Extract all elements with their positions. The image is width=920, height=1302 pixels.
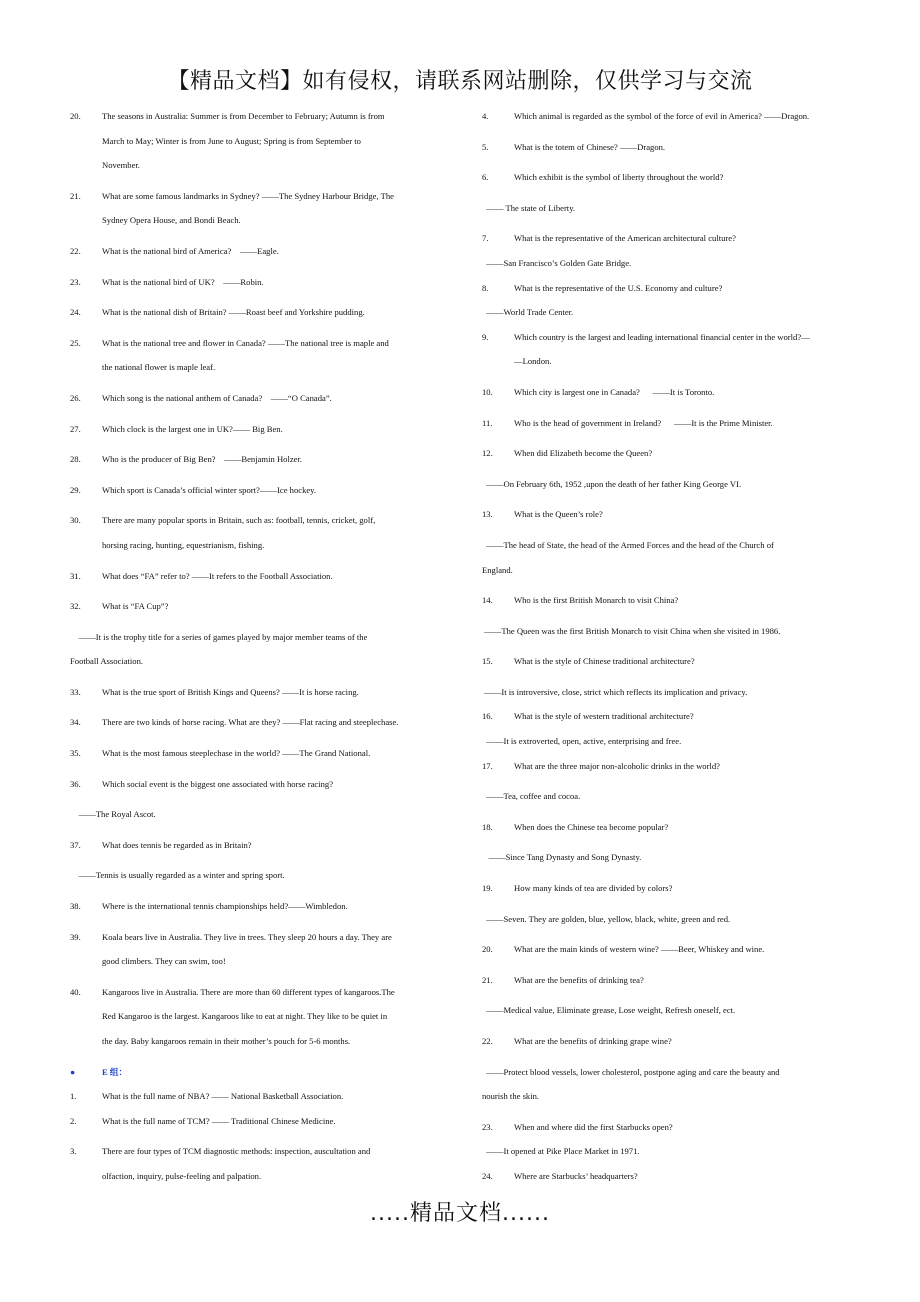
line-text: Who is the first British Monarch to visit China? <box>514 595 679 606</box>
item-number: 16. <box>482 711 493 722</box>
answer-indent <box>70 809 79 819</box>
line-text: Who is the producer of Big Ben? ——Benjamin Holzer. <box>102 454 302 465</box>
line-text: What is the representative of the American architectural culture? <box>514 233 736 244</box>
text-line <box>70 355 454 380</box>
line-text: What are the benefits of drinking tea? <box>514 974 644 985</box>
text-line <box>482 196 866 221</box>
text-line <box>482 441 866 466</box>
item-number: 40. <box>70 986 81 997</box>
line-text: There are many popular sports in Britain, such as: football, tennis, cricket, golf, <box>102 515 376 526</box>
text-line <box>70 1029 454 1054</box>
text-line <box>482 1029 866 1054</box>
item-number: 17. <box>482 760 493 771</box>
item-number: 30. <box>70 515 81 526</box>
text-line <box>482 349 866 374</box>
text-line <box>482 704 866 729</box>
line-text: Where are Starbucks’ headquarters? <box>514 1170 638 1181</box>
item-number: 38. <box>70 901 81 912</box>
line-text: ——Seven. They are golden, blue, yellow, black, white, green and red. <box>486 913 731 924</box>
text-line <box>482 300 866 325</box>
line-text: horsing racing, hunting, equestrianism, fishing. <box>102 539 265 550</box>
line-text: ——It is introversive, close, strict which reflects its implication and privacy. <box>484 686 748 697</box>
text-line <box>482 998 866 1023</box>
line-text: How many kinds of tea are divided by colors? <box>514 883 673 894</box>
line-text: ——Protect blood vessels, lower cholesterol, postpone aging and care the beauty and <box>486 1066 780 1077</box>
item-number: 8. <box>482 282 489 293</box>
text-line <box>70 802 454 827</box>
line-text: ——Tea, coffee and cocoa. <box>486 791 581 802</box>
line-text: ——San Francisco’s Golden Gate Bridge. <box>486 257 632 268</box>
line-text: What is “FA Cup”? <box>102 601 169 612</box>
line-text: Which sport is Canada’s official winter sport?——Ice hockey. <box>102 484 317 495</box>
line-text: ——It opened at Pike Place Market in 1971. <box>486 1146 640 1157</box>
item-number: 26. <box>70 392 81 403</box>
item-number: 28. <box>70 454 81 465</box>
line-text: What is the style of western traditional architecture? <box>514 711 694 722</box>
section-title: E 组： <box>102 1066 128 1077</box>
line-text: ——Medical value, Eliminate grease, Lose weight, Refresh oneself, ect. <box>486 1005 736 1016</box>
item-number: 20. <box>70 111 81 121</box>
item-number: 33. <box>70 686 81 697</box>
bullet-icon: ● <box>70 1066 76 1077</box>
answer-indent <box>70 632 79 642</box>
text-line <box>482 907 866 932</box>
section-heading <box>70 1060 454 1085</box>
item-number: 6. <box>482 172 489 183</box>
text-line <box>70 833 454 858</box>
line-text: What is the full name of NBA? —— National Basketball Association. <box>102 1091 344 1102</box>
text-line <box>482 1115 866 1140</box>
line-text: ——It is extroverted, open, active, enterprising and free. <box>486 736 682 747</box>
text-line <box>482 380 866 405</box>
line-text: Which animal is regarded as the symbol of the force of evil in America? ——Dragon. <box>514 111 810 121</box>
page-footer-watermark: .....精品文档...... <box>370 1201 550 1226</box>
text-line <box>482 729 866 754</box>
item-number: 32. <box>70 601 81 612</box>
text-line <box>482 165 866 190</box>
item-number: 22. <box>482 1036 493 1046</box>
line-text: What does “FA” refer to? ——It refers to the Football Association. <box>102 570 333 581</box>
line-text: There are two kinds of horse racing. What are they? ——Flat racing and steeplechase. <box>102 717 399 728</box>
item-number: 22. <box>70 245 81 256</box>
item-number: 34. <box>70 717 81 728</box>
text-line <box>482 1164 866 1189</box>
text-line <box>482 533 866 558</box>
item-number: 9. <box>482 331 489 342</box>
line-text: Which song is the national anthem of Canada? ——“O Canada”. <box>102 392 332 403</box>
line-text: Kangaroos live in Australia. There are more than 60 different types of kangaroos.The <box>102 986 395 997</box>
item-number: 7. <box>482 233 489 244</box>
text-line <box>70 680 454 705</box>
line-text: When does the Chinese tea become popular? <box>514 821 669 832</box>
line-text: March to May; Winter is from June to August; Spring is from September to <box>102 135 361 146</box>
item-number: 21. <box>70 190 81 201</box>
item-number: 39. <box>70 931 81 942</box>
text-line <box>70 863 454 888</box>
line-text: November. <box>102 160 140 171</box>
line-text: When did Elizabeth become the Queen? <box>514 448 653 459</box>
line-text: Sydney Opera House, and Bondi Beach. <box>102 215 241 226</box>
text-line <box>70 1164 454 1189</box>
text-line <box>482 754 866 779</box>
line-text: ——It is the trophy title for a series of games played by major member teams of the <box>78 631 368 642</box>
text-line <box>70 949 454 974</box>
item-number: 3. <box>70 1146 77 1157</box>
item-number: 11. <box>482 417 493 428</box>
item-number: 12. <box>482 448 493 459</box>
line-text: Which country is the largest and leading international financial center in the world?— <box>514 331 810 342</box>
text-line <box>482 680 866 705</box>
item-number: 2. <box>70 1115 77 1126</box>
text-line <box>70 894 454 919</box>
text-line <box>70 1139 454 1164</box>
line-text: Which exhibit is the symbol of liberty throughout the world? <box>514 172 724 183</box>
line-text: What is the totem of Chinese? ——Dragon. <box>514 141 666 152</box>
line-text: What does tennis be regarded as in Britain? <box>102 839 252 850</box>
text-line <box>482 226 866 251</box>
text-line <box>70 741 454 766</box>
text-line <box>482 815 866 840</box>
item-number: 23. <box>70 276 81 287</box>
line-text: Who is the head of government in Ireland? ——It is the Prime Minister. <box>514 417 773 428</box>
line-text: Where is the international tennis championships held?——Wimbledon. <box>102 901 348 912</box>
line-text: Which social event is the biggest one associated with horse racing? <box>102 778 334 789</box>
line-text: What are the main kinds of western wine? ——Beer, Whiskey and wine. <box>514 944 765 955</box>
text-line <box>70 1084 454 1109</box>
answer-indent <box>70 870 79 880</box>
text-line <box>482 1060 866 1085</box>
item-number: 27. <box>70 423 81 434</box>
text-line <box>482 251 866 276</box>
item-number: 35. <box>70 748 81 759</box>
text-line <box>482 784 866 809</box>
line-text: The seasons in Australia: Summer is from December to February; Autumn is from <box>102 111 385 121</box>
line-text: good climbers. They can swim, too! <box>102 956 226 967</box>
item-number: 24. <box>482 1170 493 1181</box>
item-number: 23. <box>482 1121 493 1132</box>
text-line <box>70 625 454 650</box>
line-text: Red Kangaroo is the largest. Kangaroos like to eat at night. They like to be quiet in <box>102 1011 388 1022</box>
text-line <box>482 968 866 993</box>
text-line <box>70 417 454 442</box>
text-line <box>482 135 866 160</box>
left-column <box>70 104 454 1189</box>
item-number: 15. <box>482 656 493 667</box>
text-line <box>482 588 866 613</box>
line-text: What are some famous landmarks in Sydney? ——The Sydney Harbour Bridge, The <box>102 190 394 201</box>
line-text: Football Association. <box>70 656 144 667</box>
text-line <box>482 1084 866 1109</box>
right-column <box>482 104 866 1189</box>
item-number: 1. <box>70 1091 77 1102</box>
text-line <box>70 153 454 178</box>
text-line <box>70 478 454 503</box>
line-text: ——Tennis is usually regarded as a winter and spring sport. <box>78 870 285 881</box>
line-text: What is the most famous steeplechase in the world? ——The Grand National. <box>102 748 371 759</box>
line-text: There are four types of TCM diagnostic methods: inspection, auscultation and <box>102 1146 371 1157</box>
text-line <box>482 276 866 301</box>
text-line <box>482 502 866 527</box>
text-line <box>70 980 454 1005</box>
text-line <box>482 649 866 674</box>
line-text: What is the full name of TCM? —— Traditional Chinese Medicine. <box>102 1115 336 1126</box>
text-line <box>482 619 866 644</box>
text-line <box>482 325 866 350</box>
text-line <box>482 558 866 583</box>
text-line <box>70 710 454 735</box>
text-line <box>482 472 866 497</box>
text-line <box>70 129 454 154</box>
text-line <box>482 937 866 962</box>
text-line <box>70 239 454 264</box>
text-line <box>70 772 454 797</box>
text-line <box>70 1004 454 1029</box>
item-number: 19. <box>482 883 493 894</box>
item-number: 18. <box>482 821 493 832</box>
item-number: 36. <box>70 778 81 789</box>
line-text: Koala bears live in Australia. They live in trees. They sleep 20 hours a day. They are <box>102 931 392 942</box>
item-number: 31. <box>70 570 81 581</box>
line-text: What is the national tree and flower in Canada? ——The national tree is maple and <box>102 337 389 348</box>
line-text: England. <box>482 564 513 575</box>
line-text: ——World Trade Center. <box>486 307 574 318</box>
text-line <box>70 331 454 356</box>
line-text: What is the Queen’s role? <box>514 509 603 520</box>
line-text: When and where did the first Starbucks open? <box>514 1121 673 1132</box>
line-text: Which clock is the largest one in UK?—— Big Ben. <box>102 423 283 434</box>
text-line <box>70 270 454 295</box>
text-line <box>482 104 866 129</box>
line-text: the national flower is maple leaf. <box>102 362 216 373</box>
line-text: ——On February 6th, 1952 ,upon the death of her father King George VI. <box>486 478 742 489</box>
line-text: ——Since Tang Dynasty and Song Dynasty. <box>488 852 642 863</box>
line-text: Which city is largest one in Canada? ——It is Toronto. <box>514 386 715 397</box>
text-line <box>70 300 454 325</box>
line-text: What is the national dish of Britain? ——Roast beef and Yorkshire pudding. <box>102 307 365 318</box>
text-line <box>70 447 454 472</box>
item-number: 25. <box>70 337 81 348</box>
text-line <box>70 104 454 129</box>
text-line <box>70 533 454 558</box>
text-line <box>70 386 454 411</box>
line-text: What is the style of Chinese traditional architecture? <box>514 656 695 667</box>
line-text: olfaction, inquiry, pulse-feeling and palpation. <box>102 1170 262 1181</box>
item-number: 4. <box>482 111 489 121</box>
text-line <box>482 1139 866 1164</box>
text-line <box>70 184 454 209</box>
line-text: What are the benefits of drinking grape wine? <box>514 1036 672 1046</box>
line-text: ——The head of State, the head of the Armed Forces and the head of the Church of <box>486 539 774 550</box>
line-text: the day. Baby kangaroos remain in their mother’s pouch for 5-6 months. <box>102 1036 351 1046</box>
text-line <box>70 208 454 233</box>
text-line <box>70 649 454 674</box>
line-text: What is the national bird of America? ——Eagle. <box>102 245 279 256</box>
text-line <box>482 876 866 901</box>
line-text: nourish the skin. <box>482 1091 540 1102</box>
line-text: —London. <box>514 356 552 367</box>
text-line <box>70 1109 454 1134</box>
item-number: 24. <box>70 307 81 318</box>
text-line <box>482 845 866 870</box>
item-number: 10. <box>482 386 493 397</box>
item-number: 29. <box>70 484 81 495</box>
line-text: —— The state of Liberty. <box>486 202 576 213</box>
line-text: ——The Royal Ascot. <box>78 809 156 820</box>
page-header-watermark: 【精品文档】如有侵权，请联系网站删除，仅供学习与交流 <box>167 69 753 94</box>
item-number: 37. <box>70 839 81 850</box>
line-text: What is the national bird of UK? ——Robin. <box>102 276 264 287</box>
item-number: 14. <box>482 595 493 606</box>
item-number: 5. <box>482 141 489 152</box>
line-text: What is the true sport of British Kings and Queens? ——It is horse racing. <box>102 686 359 697</box>
item-number: 13. <box>482 509 493 520</box>
line-text: ——The Queen was the first British Monarch to visit China when she visited in 1986. <box>484 625 781 636</box>
text-line <box>70 508 454 533</box>
text-line <box>70 594 454 619</box>
line-text: What are the three major non-alcoholic drinks in the world? <box>514 760 720 771</box>
text-line <box>482 411 866 436</box>
text-line <box>70 564 454 589</box>
line-text: What is the representative of the U.S. Economy and culture? <box>514 282 723 293</box>
text-line <box>70 925 454 950</box>
item-number: 20. <box>482 944 493 955</box>
item-number: 21. <box>482 974 493 985</box>
